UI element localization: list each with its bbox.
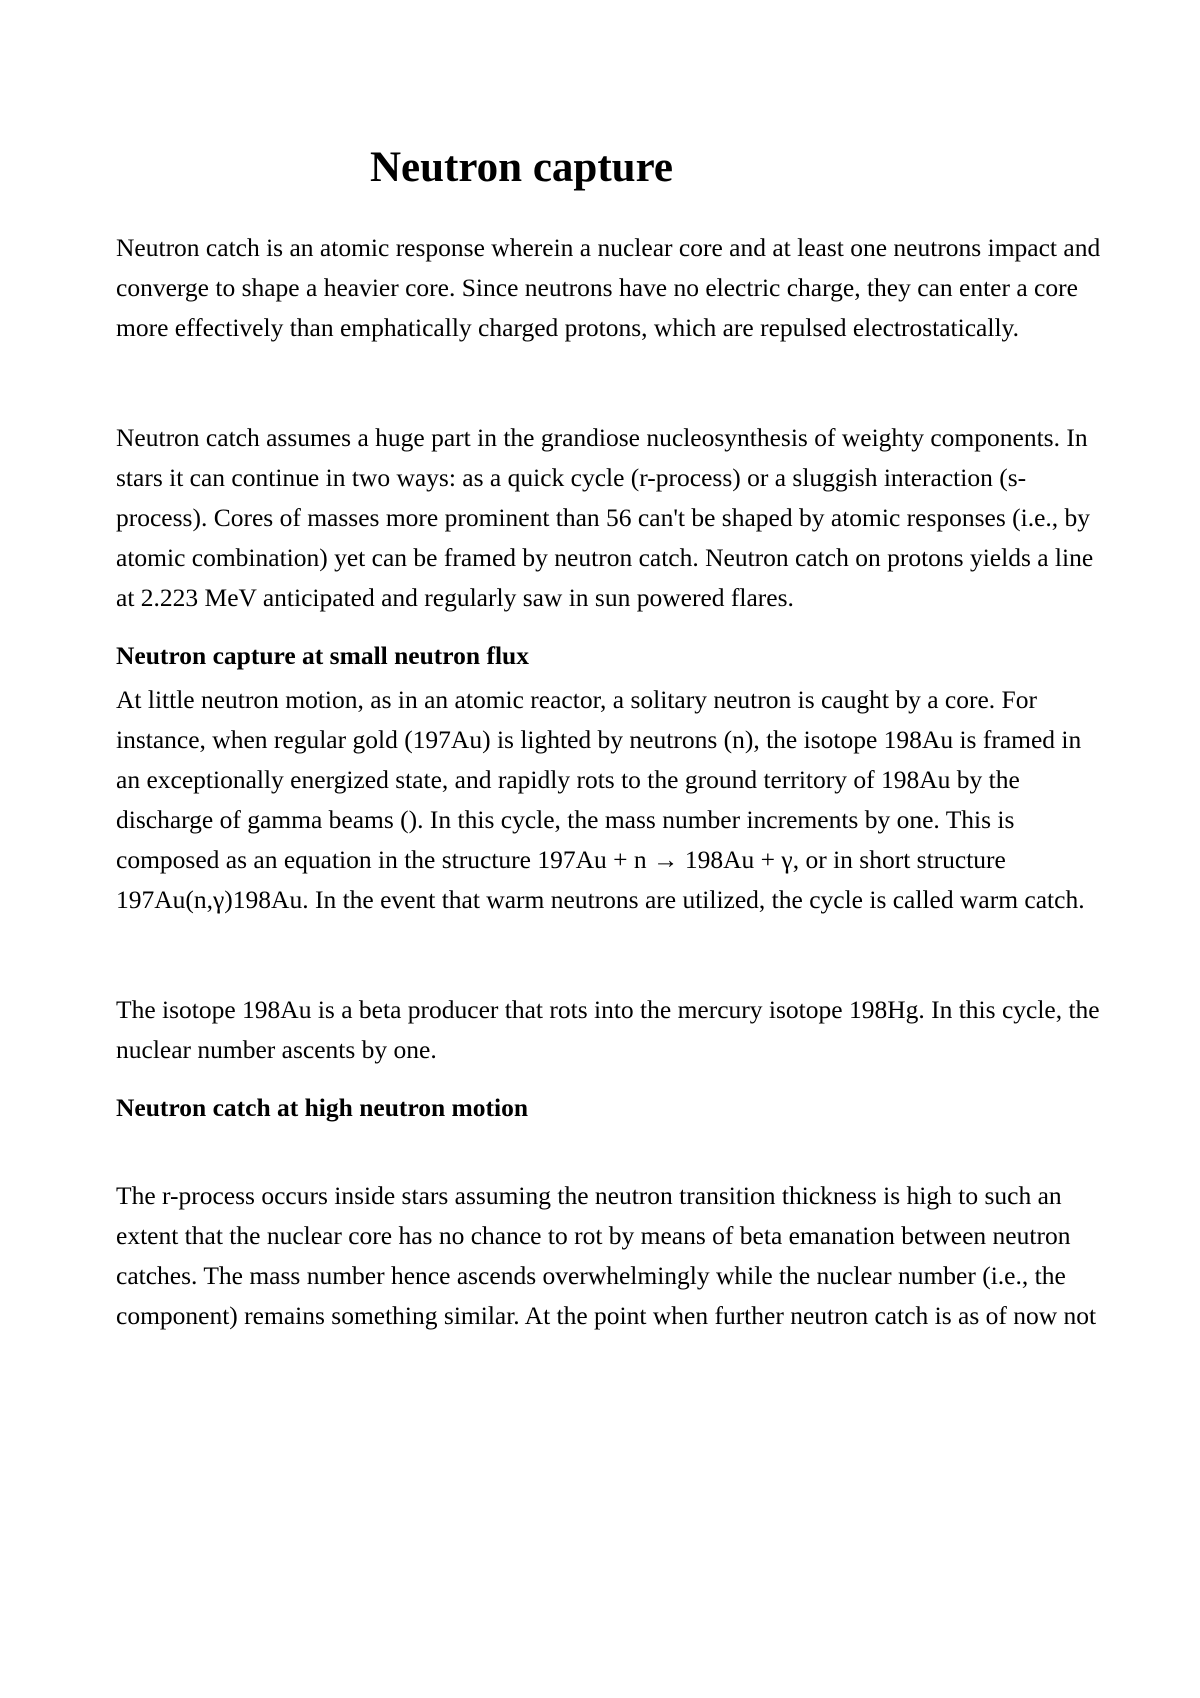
document-title: Neutron capture	[370, 144, 673, 191]
heading-small-flux: Neutron capture at small neutron flux	[116, 641, 529, 670]
heading-high-flux: Neutron catch at high neutron motion	[116, 1093, 529, 1122]
paragraph-beta-decay: The isotope 198Au is a beta producer that rots into the mercury isotope 198Hg. In this cycle, the nuclear number ascents by one.	[116, 995, 1100, 1064]
spacer	[116, 618, 1101, 636]
paragraph-nucleosynthesis: Neutron catch assumes a huge part in the grandiose nucleosynthesis of weighty components. In stars it can continue in two ways: as a quick cycle (r-process) or a sluggish interaction (s-process). Cores of masses more prominent than 56 can't be shaped by atomic responses (i.e., by atomic combination) yet can be framed by neutron catch. Neutron catch on protons yields a line at 2.223 MeV anticipated and regularly saw in sun powered flares.	[116, 423, 1094, 612]
paragraph-r-process: The r-process occurs inside stars assuming the neutron transition thickness is high to such an extent that the nuclear core has no chance to rot by means of beta emanation between neutron catches. The mass number hence ascends overwhelmingly while the nuclear number (i.e., the component) remains something similar. At the point when further neutron catch is as of now not	[116, 1181, 1097, 1330]
spacer	[116, 920, 1101, 990]
paragraph-intro: Neutron catch is an atomic response wherein a nuclear core and at least one neutrons impact and converge to shape a heavier core. Since neutrons have no electric charge, they can enter a core more effectively than emphatically charged protons, which are repulsed electrostatically.	[116, 233, 1101, 342]
document-content	[116, 138, 1101, 1336]
spacer	[116, 1132, 1101, 1176]
spacer	[116, 348, 1101, 418]
spacer	[116, 1070, 1101, 1088]
paragraph-small-flux: At little neutron motion, as in an atomic reactor, a solitary neutron is caught by a core. For instance, when regular gold (197Au) is lighted by neutrons (n), the isotope 198Au is framed in an exceptionally energized state, and rapidly rots to the ground territory of 198Au by the discharge of gamma beams (). In this cycle, the mass number increments by one. This is composed as an equation in the structure 197Au + n → 198Au + γ, or in short structure 197Au(n,γ)198Au. In the event that warm neutrons are utilized, the cycle is called warm catch.	[116, 685, 1085, 914]
